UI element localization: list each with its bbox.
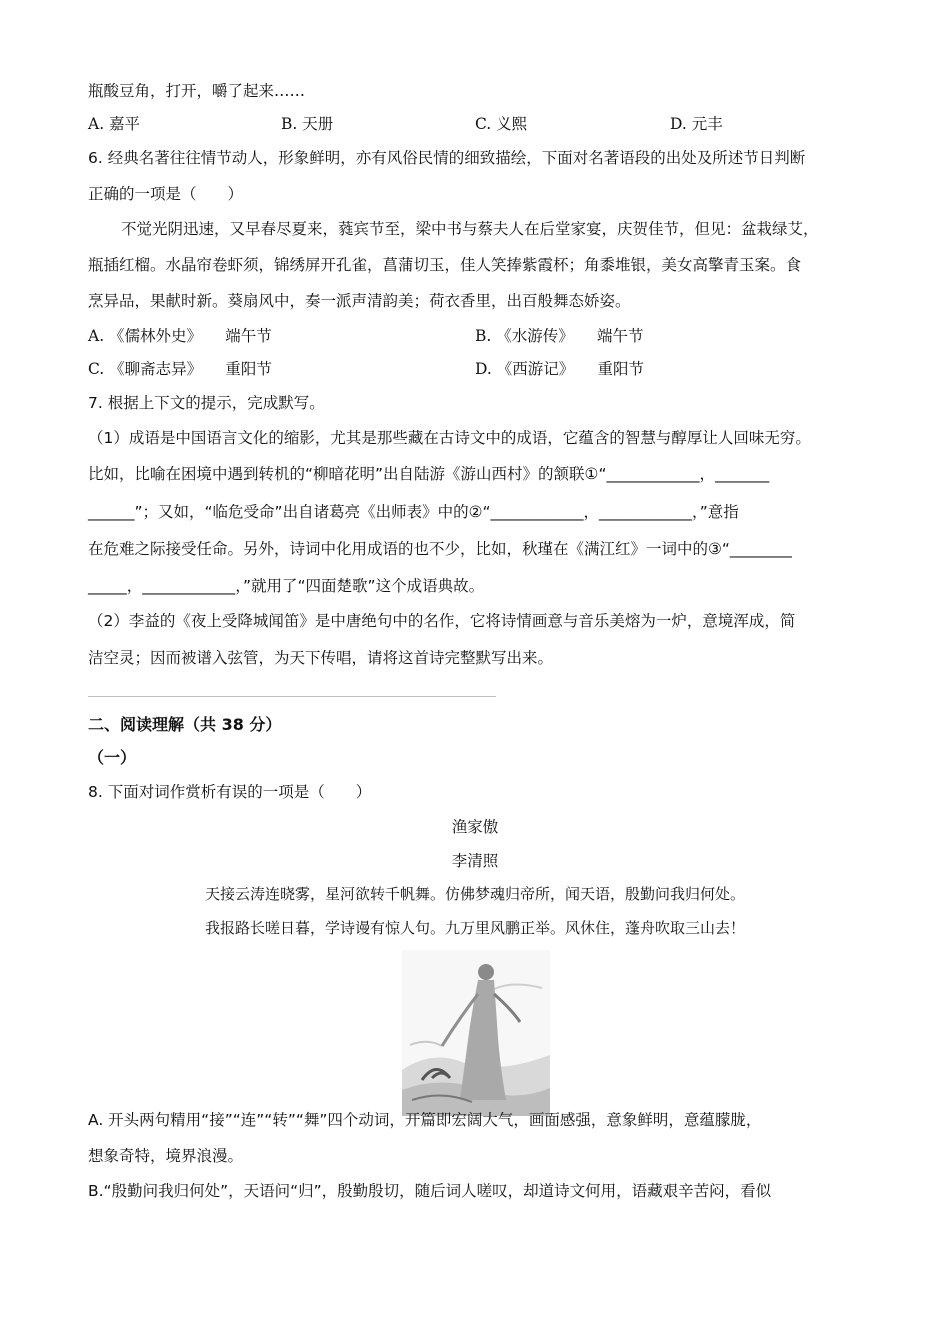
q8-stem: 8. 下面对词作赏析有误的一项是（ ） <box>88 783 372 801</box>
q7-part1-line5: _____，____________，”就用了“四面楚歌”这个成语典故。 <box>88 577 485 595</box>
q7-part1-line1: （1）成语是中国语言文化的缩影，尤其是那些藏在古诗文中的成语，它蕴含的智慧与醇厚让人回味无穷。 <box>88 429 811 447</box>
section2-part-label: （一） <box>88 748 137 767</box>
q7-part2-line1: （2）李益的《夜上受降城闻笛》是中唐绝句中的名作，它将诗情画意与音乐美熔为一炉，意境浑成，简 <box>88 612 796 630</box>
q7-stem: 7. 根据上下文的提示，完成默写。 <box>88 394 325 412</box>
poem-line2: 我报路长嗟日暮，学诗谩有惊人句。九万里风鹏正举。风休住，蓬舟吹取三山去！ <box>204 919 745 937</box>
q7-part1-line3: ______”；又如，“临危受命”出自诸葛亮《出师表》中的②“____________，____________，”意指 <box>88 503 739 521</box>
q5-option-c: C. 义熙 <box>475 115 528 133</box>
q6-stem-line2: 正确的一项是（ ） <box>88 185 244 203</box>
poem-title: 渔家傲 <box>451 818 499 836</box>
poet-illustration-image <box>402 950 550 1116</box>
q8-option-a-line2: 想象奇特，境界浪漫。 <box>88 1147 244 1165</box>
q6-passage-line3: 烹异品，果献时新。葵扇风中，奏一派声清韵美；荷衣香里，出百般舞态娇姿。 <box>88 292 631 310</box>
poem-author: 李清照 <box>451 852 499 870</box>
q6-option-a: A. 《儒林外史》 端午节 <box>88 327 272 345</box>
q5-option-a: A. 嘉平 <box>88 115 141 133</box>
q5-tail-text: 瓶酸豆角，打开，嚼了起来…… <box>88 82 306 100</box>
q5-option-b: B. 天册 <box>281 115 334 133</box>
q5-option-d: D. 元丰 <box>670 115 723 133</box>
section2-title: 二、阅读理解（共 38 分） <box>88 715 282 734</box>
q6-option-b: B. 《水游传》 端午节 <box>475 327 644 345</box>
q7-part2-line2: 洁空灵；因而被谱入弦管，为天下传唱，请将这首诗完整默写出来。 <box>88 649 554 667</box>
q7-part1-line4: 在危难之际接受任命。另外，诗词中化用成语的也不少，比如，秋瑾在《满江红》一词中的③“________ <box>88 540 792 558</box>
q6-stem-line1: 6. 经典名著往往情节动人，形象鲜明，亦有风俗民情的细致描绘，下面对名著语段的出处及所述节日判断 <box>88 149 806 167</box>
answer-divider-line <box>88 696 496 697</box>
q6-option-d: D. 《西游记》 重阳节 <box>475 360 644 378</box>
poem-line1: 天接云涛连晓雾，星河欲转千帆舞。仿佛梦魂归帝所，闻天语，殷勤问我归何处。 <box>204 885 745 903</box>
q6-option-c: C. 《聊斋志异》 重阳节 <box>88 360 272 378</box>
q8-option-b-line1: B.“殷勤问我归何处”，天语问“归”，殷勤殷切，随后词人嗟叹，却道诗文何用，语藏艰辛苦闷，看似 <box>88 1182 772 1200</box>
q6-passage-line2: 瓶插红榴。水晶帘卷虾须，锦绣屏开孔雀，菖蒲切玉，佳人笑捧紫霞杯；角黍堆银，美女高擎青玉案。食 <box>88 256 802 274</box>
q7-part1-line2: 比如，比喻在困境中遇到转机的“柳暗花明”出自陆游《游山西村》的颔联①“____________，_______ <box>88 465 770 483</box>
q8-option-a-line1: A. 开头两句精用“接”“连”“转”“舞”四个动词，开篇即宏阔大气，画面感强，意象鲜明，意蕴朦胧， <box>88 1111 762 1129</box>
q6-passage-line1: 不觉光阴迅速，又早春尽夏来，蕤宾节至，梁中书与蔡夫人在后堂家宴，庆贺佳节，但见：盆栽绿艾， <box>121 220 819 238</box>
